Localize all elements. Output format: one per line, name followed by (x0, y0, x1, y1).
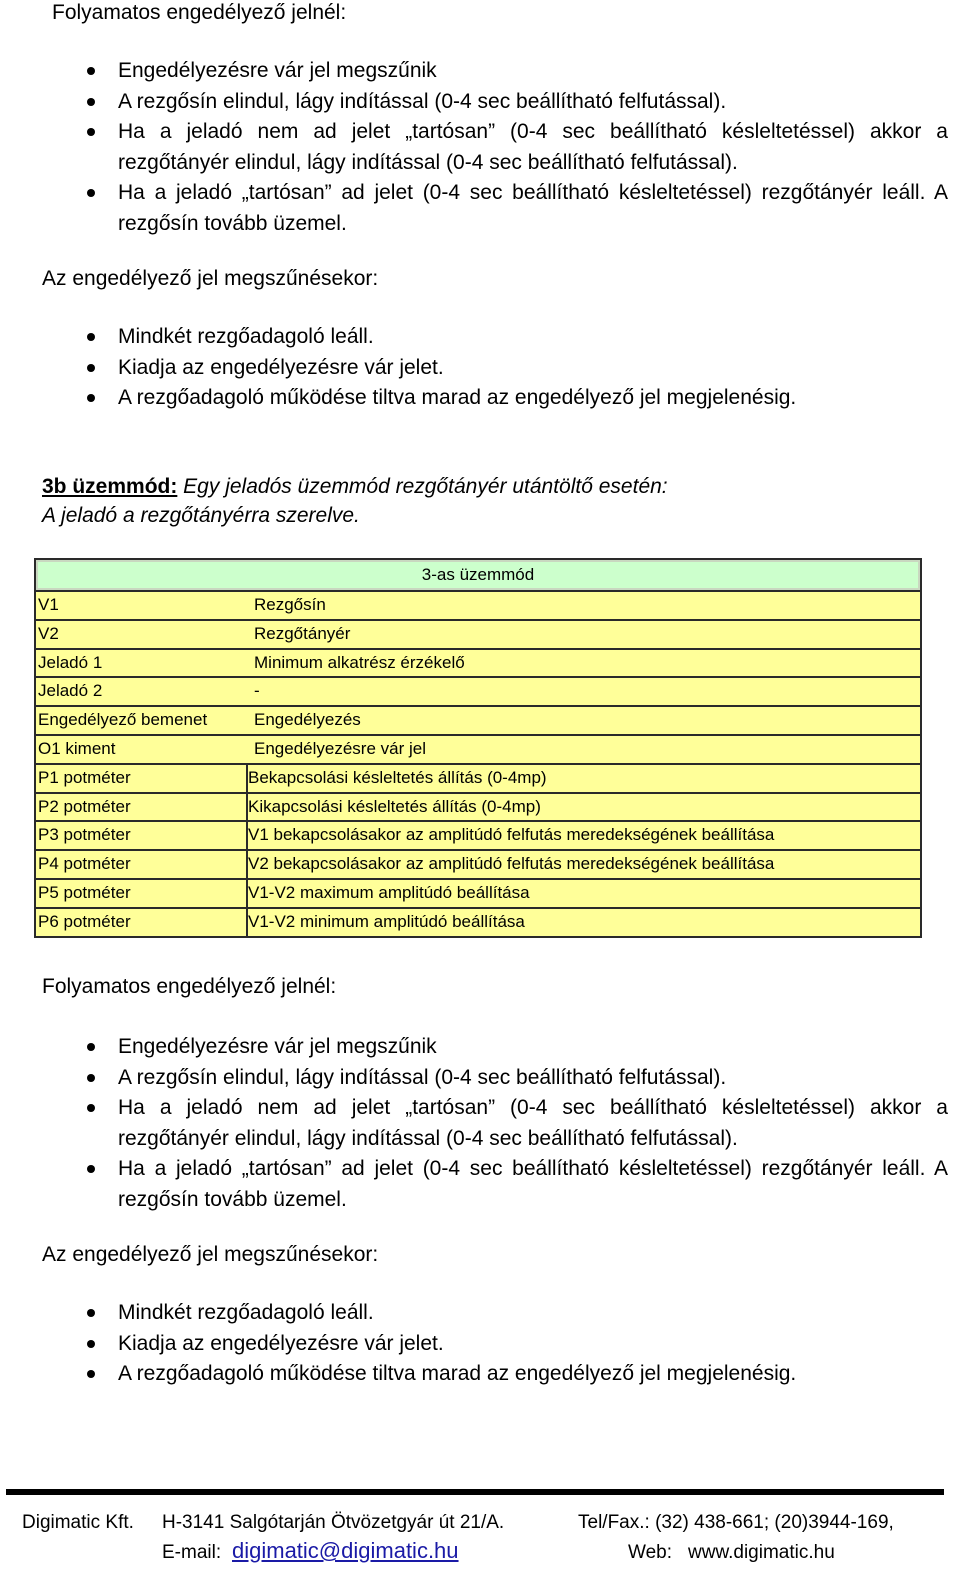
footer-email-link[interactable]: digimatic@digimatic.hu (232, 1538, 459, 1563)
row-value: V2 bekapcsolásakor az amplitúdó felfutás meredekségének beállítása (248, 854, 775, 874)
signal-stop-heading: Az engedélyező jel megszűnésekor: (42, 1243, 379, 1266)
row-value: Engedélyezésre vár jel (254, 738, 426, 758)
row-value: V1-V2 maximum amplitúdó beállítása (248, 882, 530, 902)
mode-subtitle: A jeladó a rezgőtányérra szerelve. (42, 504, 360, 527)
list-item: Ha a jeladó nem ad jelet „tartósan” (0-4 sec beállítható késleltetéssel) akkor a rezgőtányér elindul, lágy indítással (0-4 sec beállítható felfutással). (0, 117, 960, 178)
row-key: P2 potméter (38, 796, 131, 816)
table-header: 3-as üzemmód (36, 560, 920, 590)
table-row (36, 763, 920, 792)
mode-label: 3b üzemmód: (42, 475, 178, 498)
mode-description: Egy jeladós üzemmód rezgőtányér utántöltő esetén: (177, 475, 668, 498)
bullet-icon (87, 1074, 95, 1082)
table-row (36, 648, 920, 677)
row-key: O1 kiment (38, 738, 116, 758)
footer-web[interactable]: www.digimatic.hu (688, 1542, 835, 1563)
continuous-signal-heading: Folyamatos engedélyező jelnél: (52, 1, 347, 24)
list-item: Ha a jeladó nem ad jelet „tartósan” (0-4 sec beállítható késleltetéssel) akkor a rezgőtányér elindul, lágy indítással (0-4 sec beállítható felfutással). (0, 1093, 960, 1154)
table-row (36, 792, 920, 821)
table-row (36, 907, 920, 936)
list-item: A rezgőadagoló működése tiltva marad az engedélyező jel megjelenésig. (0, 1359, 960, 1390)
bullet-icon (87, 394, 95, 402)
list-item: Kiadja az engedélyezésre vár jelet. (0, 1329, 960, 1360)
list-item: Engedélyezésre vár jel megszűnik (0, 1032, 960, 1063)
signal-stop-list (0, 322, 960, 414)
row-key: P5 potméter (38, 882, 131, 902)
row-value: Kikapcsolási késleltetés állítás (0-4mp) (248, 796, 541, 816)
bullet-icon (87, 1104, 95, 1112)
list-item: Engedélyezésre vár jel megszűnik (0, 56, 960, 87)
row-key: P4 potméter (38, 854, 131, 874)
table-row (36, 705, 920, 734)
row-key: Jeladó 1 (38, 652, 103, 672)
row-key: P3 potméter (38, 825, 131, 845)
bullet-icon (87, 1309, 95, 1317)
bullet-icon (87, 189, 95, 197)
continuous-signal-heading: Folyamatos engedélyező jelnél: (42, 975, 337, 998)
continuous-signal-list (0, 1032, 960, 1215)
footer-divider (6, 1489, 944, 1495)
signal-stop-heading: Az engedélyező jel megszűnésekor: (42, 267, 379, 290)
row-key: Jeladó 2 (38, 681, 103, 701)
row-key: V1 (38, 595, 59, 614)
bullet-icon (87, 128, 95, 136)
table-row (36, 820, 920, 849)
row-value: Rezgőtányér (254, 623, 351, 643)
row-value: Engedélyezés (254, 710, 361, 730)
footer-company: Digimatic Kft. (22, 1512, 134, 1533)
footer-web-label: Web: (628, 1542, 673, 1563)
list-item: A rezgőadagoló működése tiltva marad az engedélyező jel megjelenésig. (0, 383, 960, 414)
bullet-icon (87, 98, 95, 106)
list-item: Mindkét rezgőadagoló leáll. (0, 322, 960, 353)
list-item: Kiadja az engedélyezésre vár jelet. (0, 353, 960, 384)
bullet-icon (87, 333, 95, 341)
bullet-icon (87, 1370, 95, 1378)
list-item: Ha a jeladó „tartósan” ad jelet (0-4 sec beállítható késleltetéssel) rezgőtányér leáll. A rezgősín tovább üzemel. (0, 1154, 960, 1215)
table-row (36, 849, 920, 878)
list-item: Mindkét rezgőadagoló leáll. (0, 1298, 960, 1329)
bullet-icon (87, 1043, 95, 1051)
table-row (36, 878, 920, 907)
bullet-icon (87, 364, 95, 372)
row-value: - (254, 681, 260, 701)
mode-table (34, 558, 922, 938)
table-row (36, 590, 920, 619)
row-value: Rezgősín (254, 595, 326, 614)
table-row (36, 676, 920, 705)
row-value: V1-V2 minimum amplitúdó beállítása (248, 911, 525, 931)
signal-stop-list (0, 1298, 960, 1390)
row-value: Minimum alkatrész érzékelő (254, 652, 465, 672)
footer-email-label: E-mail: (162, 1542, 222, 1563)
footer-phone: Tel/Fax.: (32) 438-661; (20)3944-169, (578, 1512, 894, 1533)
row-value: V1 bekapcsolásakor az amplitúdó felfutás meredekségének beállítása (248, 825, 775, 845)
row-key: V2 (38, 623, 59, 643)
list-item: A rezgősín elindul, lágy indítással (0-4 sec beállítható felfutással). (0, 87, 960, 118)
bullet-icon (87, 1165, 95, 1173)
row-key: Engedélyező bemenet (38, 710, 208, 730)
table-row (36, 734, 920, 763)
list-item: Ha a jeladó „tartósan” ad jelet (0-4 sec beállítható késleltetéssel) rezgőtányér leáll. A rezgősín tovább üzemel. (0, 178, 960, 239)
table-row (36, 619, 920, 648)
continuous-signal-list (0, 56, 960, 239)
row-value: Bekapcsolási késleltetés állítás (0-4mp) (248, 767, 547, 787)
bullet-icon (87, 1340, 95, 1348)
mode-title (42, 472, 668, 501)
bullet-icon (87, 67, 95, 75)
row-key: P1 potméter (38, 767, 131, 787)
footer-address: H-3141 Salgótarján Ötvözetgyár út 21/A. (162, 1512, 505, 1533)
row-key: P6 potméter (38, 911, 131, 931)
list-item: A rezgősín elindul, lágy indítással (0-4 sec beállítható felfutással). (0, 1063, 960, 1094)
